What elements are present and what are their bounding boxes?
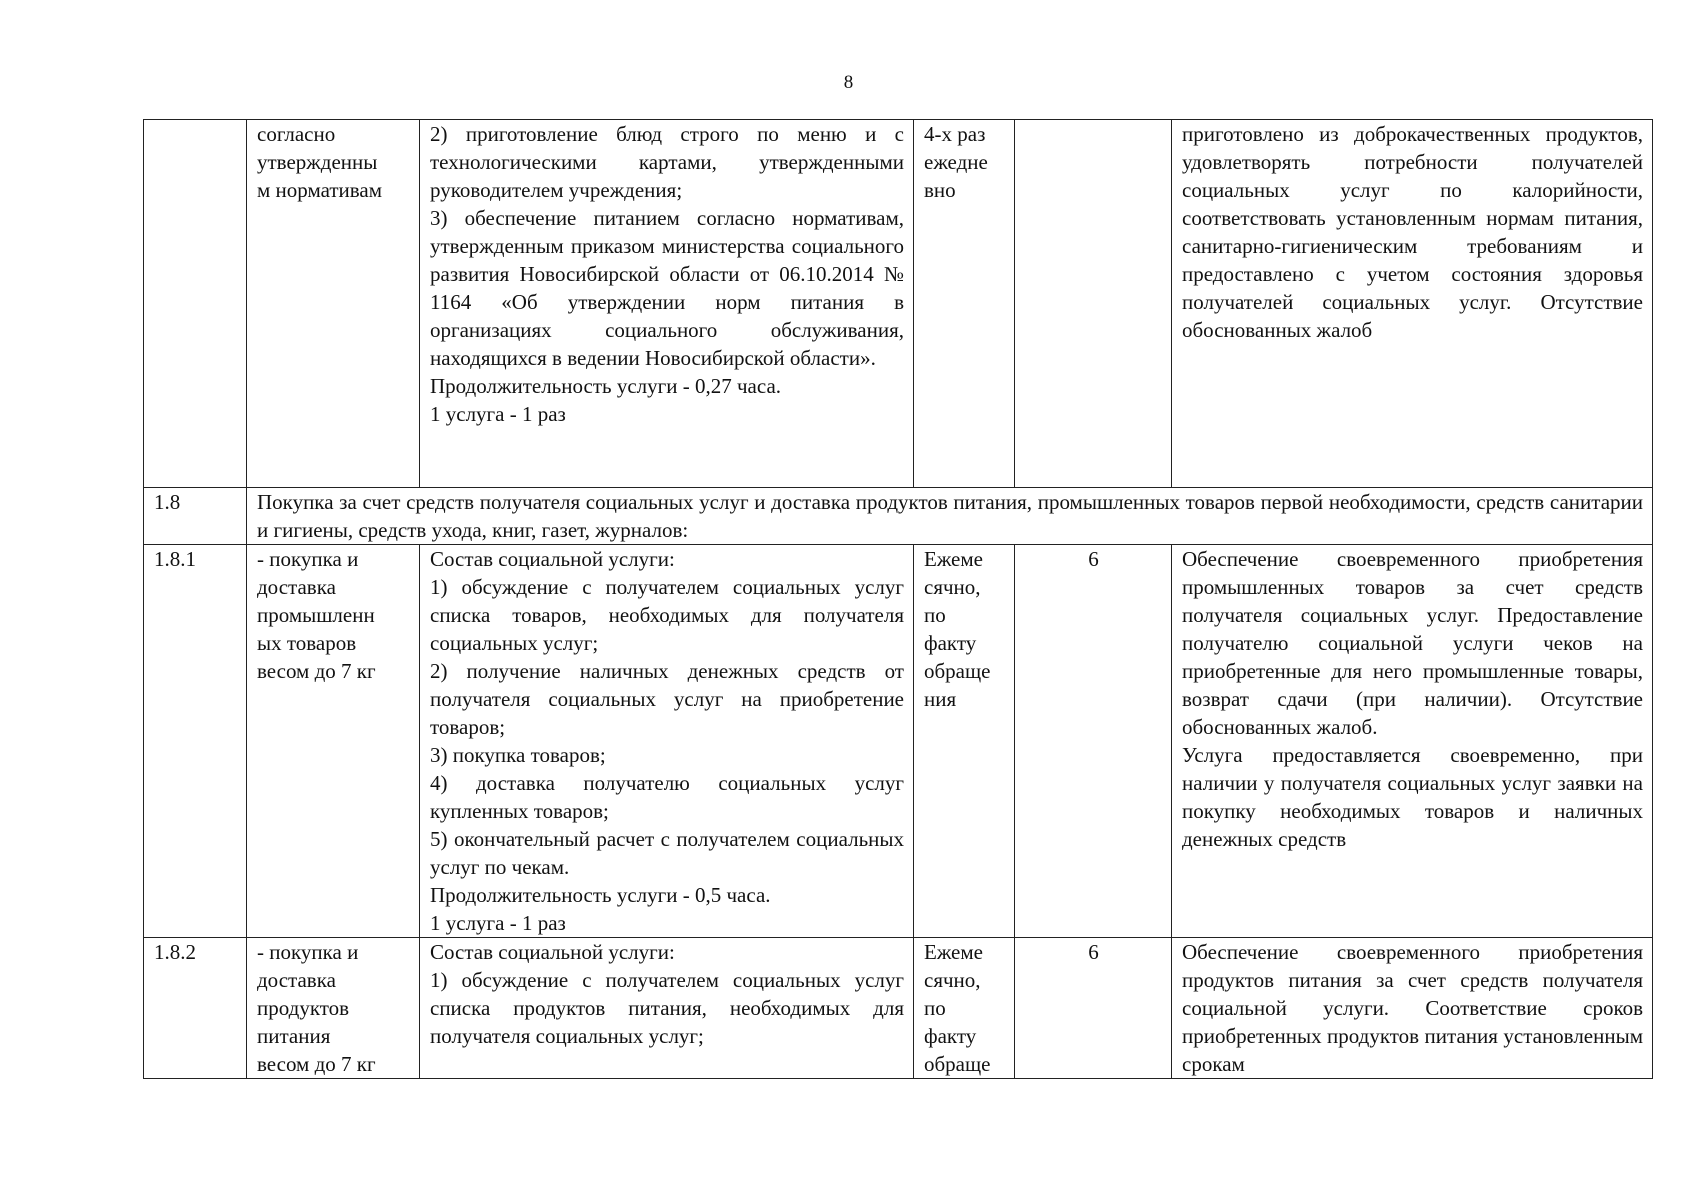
cell-service-content [420,545,914,938]
content-paragraph: 5) окончательный расчет с получателем социальных услуг по чекам. [430,827,904,879]
cell-quality [1172,545,1653,938]
content-paragraph: Состав социальной услуги: [430,547,675,571]
frequency-text: Ежеме сячно, по факту обраще [924,940,991,1076]
quality-text: Обеспечение своевременного приобретения продуктов питания за счет средств получателя социальной услуги. Соответствие сроков приобретенных продуктов питания установленным срокам [1182,940,1643,1076]
frequency-text: 4-х раз ежедне вно [924,122,988,202]
service-name-text: - покупка и доставка продуктов питания весом до 7 кг [257,940,376,1076]
content-paragraph: 3) покупка товаров; [430,743,606,767]
cell-service-name [247,120,420,488]
cell-count [1015,120,1172,488]
content-paragraph: 1) обсуждение с получателем социальных услуг списка продуктов питания, необходимых для получателя социальных услуг; [430,968,904,1048]
table-row-section-1-8 [144,488,1653,545]
quality-clip [1182,938,1643,1078]
table-row-1-8-2 [144,938,1653,1079]
cell-service-content [420,938,914,1079]
cell-number [144,120,247,488]
content-paragraph: 2) получение наличных денежных средств от получателя социальных услуг на приобретение товаров; [430,659,904,739]
content-paragraph: 4) доставка получателю социальных услуг купленных товаров; [430,771,904,823]
cell-frequency [914,545,1015,938]
table-row-continuation [144,120,1653,488]
cell-quality [1172,120,1653,488]
cell-number: 1.8.2 [144,938,247,1079]
services-table [143,119,1653,1079]
table-row-1-8-1 [144,545,1653,938]
content-paragraph: Продолжительность услуги - 0,27 часа. [430,374,782,398]
cell-number: 1.8.1 [144,545,247,938]
content-paragraph: 1) обсуждение с получателем социальных услуг списка товаров, необходимых для получателя социальных услуг; [430,575,904,655]
content-paragraph: 3) обеспечение питанием согласно нормативам, утвержденным приказом министерства социального развития Новосибирской области от 06.10.2014 № 1164 «Об утверждении норм питания в организациях социального обслуживания, находящихся в ведении Новосибирской области». [430,206,904,370]
cell-quality [1172,938,1653,1079]
quality-paragraph: Услуга предоставляется своевременно, при наличии у получателя социальных услуг заявки на покупку необходимых товаров и наличных денежных средств [1182,743,1643,851]
cell-service-content [420,120,914,488]
content-paragraph: 1 услуга - 1 раз [430,402,566,426]
quality-text: приготовлено из доброкачественных продуктов, удовлетворять потребности получателей социальных услуг по калорийности, соответствовать установленным нормам питания, санитарно-гигиеническим требованиям и предоставлено с учетом состояния здоровья получателей социальных услуг. Отсутствие обоснованных жалоб [1182,122,1643,342]
section-title: Покупка за счет средств получателя социальных услуг и доставка продуктов питания, промышленных товаров первой необходимости, средств санитарии и гигиены, средств ухода, книг, газет, журналов: [247,488,1653,545]
cell-count: 6 [1015,545,1172,938]
cell-service-name [247,545,420,938]
content-paragraph: 1 услуга - 1 раз [430,911,566,935]
cell-count: 6 [1015,938,1172,1079]
cell-frequency [914,938,1015,1079]
content-paragraph: Состав социальной услуги: [430,940,675,964]
page-number: 8 [843,72,854,93]
content-paragraph: 2) приготовление блюд строго по меню и с технологическими картами, утвержденными руководителем учреждения; [430,122,904,202]
cell-frequency [914,120,1015,488]
cell-service-name [247,938,420,1079]
frequency-text: Ежеме сячно, по факту обраще ния [924,547,991,711]
cell-number: 1.8 [144,488,247,545]
service-name-text: согласно утвержденны м нормативам [257,122,383,202]
content-paragraph: Продолжительность услуги - 0,5 часа. [430,883,771,907]
quality-paragraph: Обеспечение своевременного приобретения промышленных товаров за счет средств получателя социальных услуг. Предоставление получателю социальной услуги чеков на приобретенные для него промышленные товары, возврат сдачи (при наличии). Отсутствие обоснованных жалоб. [1182,547,1643,739]
service-name-text: - покупка и доставка промышленн ых товаров весом до 7 кг [257,547,376,683]
content-clip [430,938,904,1078]
